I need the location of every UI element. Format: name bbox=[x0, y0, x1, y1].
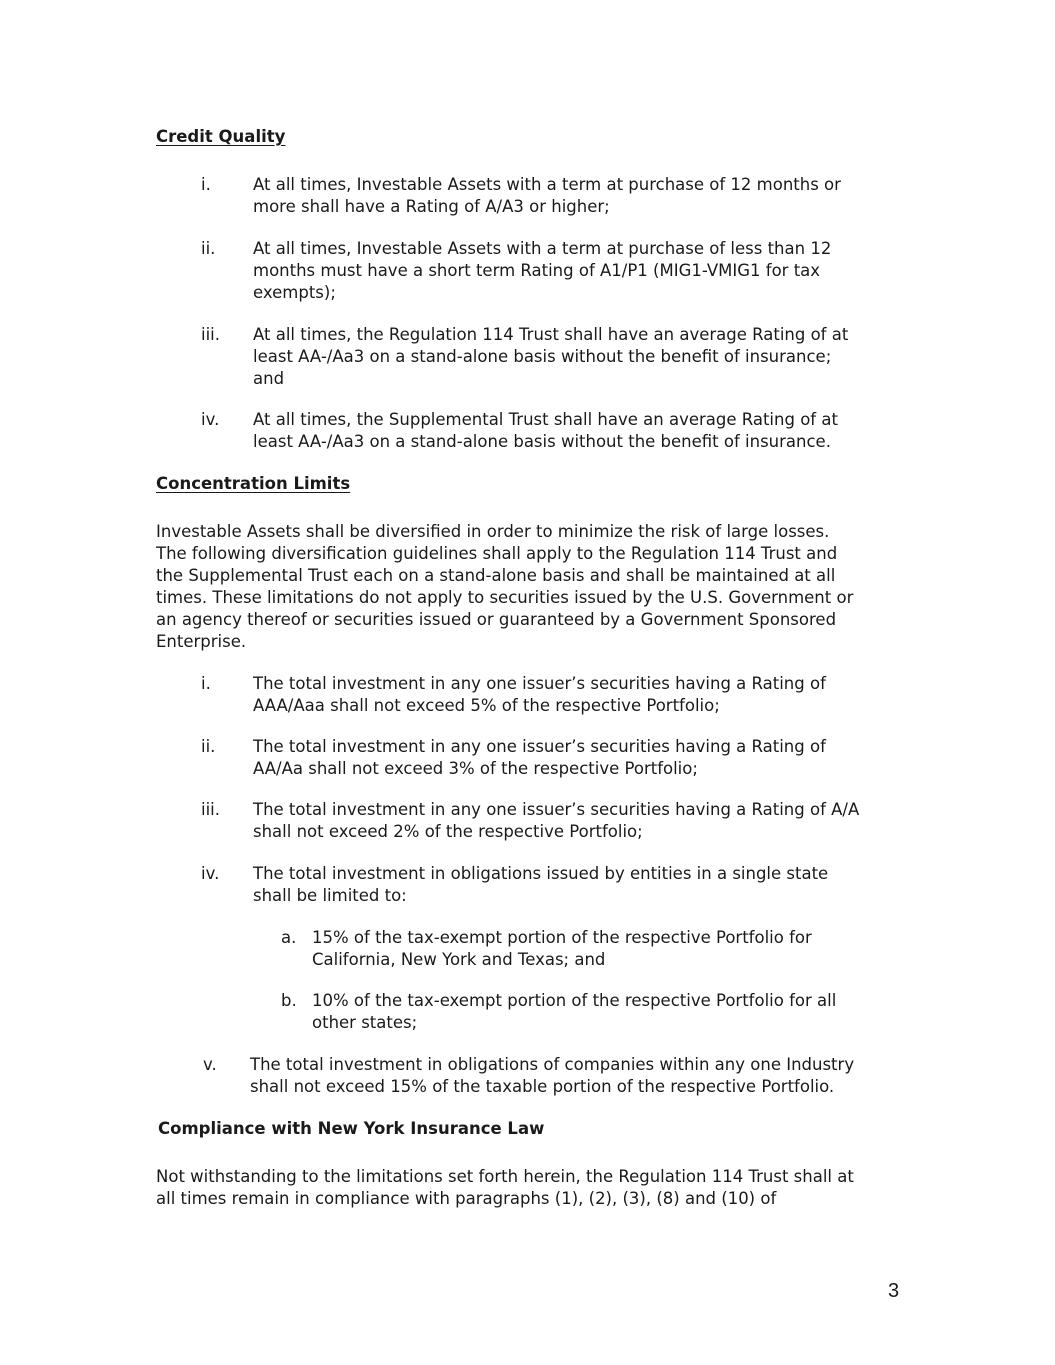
list-item-text: The total investment in any one issuer’s securities having a Rating of AAA/Aaa shall not exceed 5% of the respective Portfolio; bbox=[253, 674, 826, 715]
credit-quality-heading: Credit Quality bbox=[156, 127, 286, 146]
list-item-text: The total investment in obligations issued by entities in a single state shall be limited to: bbox=[253, 864, 829, 905]
list-item-text: 15% of the tax-exempt portion of the respective Portfolio for California, New York and Texas; and bbox=[312, 928, 812, 969]
list-number: i. bbox=[201, 674, 211, 693]
list-item-text: At all times, the Regulation 114 Trust shall have an average Rating of at least AA-/Aa3 on a stand-alone basis without the benefit of insurance; and bbox=[253, 325, 849, 388]
concentration-limits-heading: Concentration Limits bbox=[156, 474, 351, 493]
compliance-heading: Compliance with New York Insurance Law bbox=[158, 1119, 545, 1138]
list-item-text: The total investment in any one issuer’s securities having a Rating of A/A shall not exceed 2% of the respective Portfolio; bbox=[253, 800, 860, 841]
list-item-text: At all times, Investable Assets with a term at purchase of less than 12 months must have a short term Rating of A1/P1 (MIG1-VMIG1 for tax exempts); bbox=[253, 239, 832, 302]
list-item-text: The total investment in obligations of companies within any one Industry shall not exceed 15% of the taxable portion of the respective Portfolio. bbox=[250, 1055, 855, 1096]
list-number: i. bbox=[201, 175, 211, 194]
list-number: iv. bbox=[201, 410, 220, 429]
list-item-text: 10% of the tax-exempt portion of the respective Portfolio for all other states; bbox=[312, 991, 837, 1032]
list-letter: b. bbox=[281, 991, 297, 1010]
list-item-text: The total investment in any one issuer’s securities having a Rating of AA/Aa shall not exceed 3% of the respective Portfolio; bbox=[253, 737, 826, 778]
list-item-text: At all times, the Supplemental Trust shall have an average Rating of at least AA-/Aa3 on a stand-alone basis without the benefit of insurance. bbox=[253, 410, 838, 451]
page-number: 3 bbox=[888, 1280, 900, 1302]
list-number: iv. bbox=[201, 864, 220, 883]
compliance-text: Not withstanding to the limitations set forth herein, the Regulation 114 Trust shall at all times remain in compliance with paragraphs (1), (2), (3), (8) and (10) of bbox=[156, 1167, 854, 1208]
list-number: ii. bbox=[201, 239, 216, 258]
concentration-limits-intro: Investable Assets shall be diversified in order to minimize the risk of large losses. The following diversification guidelines shall apply to the Regulation 114 Trust and the Supplemental Trust each on a stand-alone basis and shall be maintained at all times. These limitations do not apply to securities issued by the U.S. Government or an agency thereof or securities issued or guaranteed by a Government Sponsored Enterprise. bbox=[156, 522, 854, 651]
list-number: v. bbox=[203, 1055, 217, 1074]
list-item-text: At all times, Investable Assets with a term at purchase of 12 months or more shall have a Rating of A/A3 or higher; bbox=[253, 175, 841, 216]
list-number: ii. bbox=[201, 737, 216, 756]
list-letter: a. bbox=[281, 928, 297, 947]
list-number: iii. bbox=[201, 325, 220, 344]
list-number: iii. bbox=[201, 800, 220, 819]
